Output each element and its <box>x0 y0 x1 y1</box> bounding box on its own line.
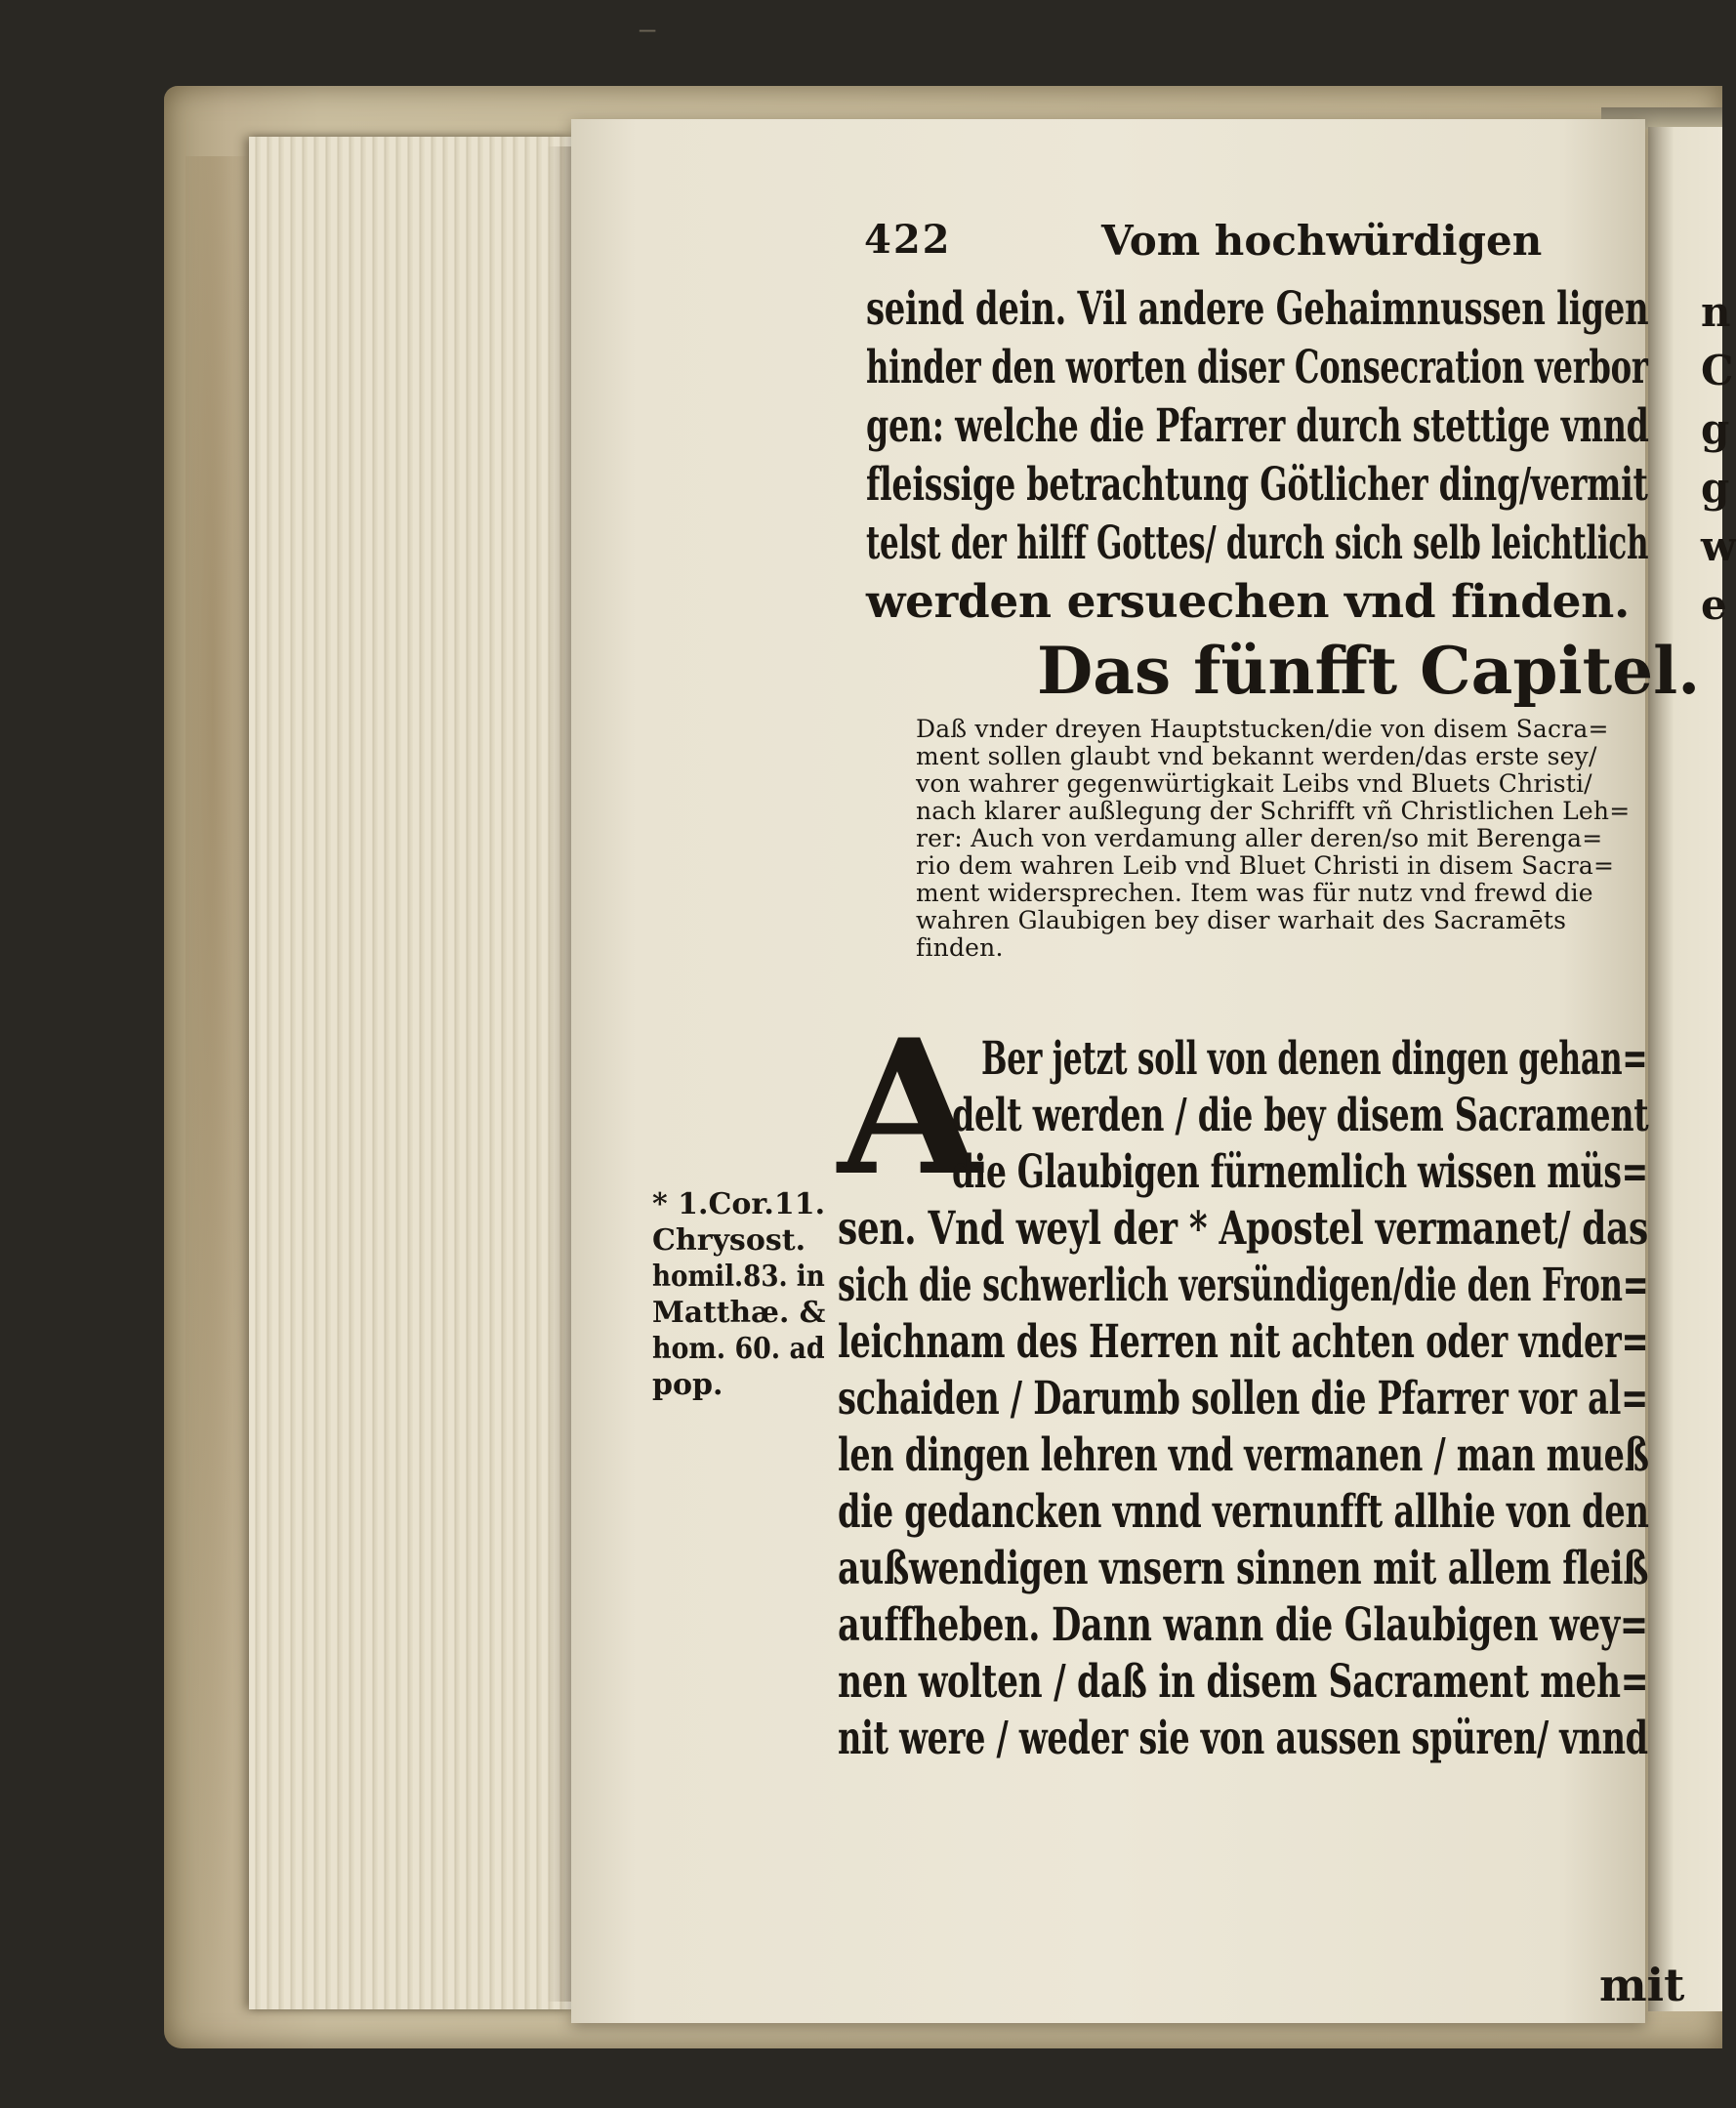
body-top-line: werden ersuechen vnd finden. <box>866 575 1630 629</box>
facing-page-fragment: g <box>1701 464 1730 512</box>
cover-stain <box>186 156 254 1992</box>
marginal-note-line: hom. 60. ad <box>652 1332 825 1366</box>
body-main-line: außwendigen vnsern sinnen mit allem fleiß <box>838 1542 1649 1595</box>
body-main-line: die gedancken vnnd vernunfft allhie von den <box>838 1485 1649 1539</box>
facing-page-fragment: n <box>1701 288 1731 336</box>
marginal-note-line: Chrysost. <box>652 1223 806 1258</box>
chapter-title: Das fünfft Capitel. <box>1037 633 1701 709</box>
body-main-line: nen wolten / daß in disem Sacrament meh= <box>838 1655 1649 1709</box>
running-head: Vom hochwürdigen <box>1101 217 1543 265</box>
chapter-summary-line: von wahrer gegenwürtigkait Leibs vnd Bluets Christi/ <box>916 769 1592 798</box>
catchword: mit <box>1599 1959 1685 2011</box>
body-main-line: leichnam des Herren nit achten oder vnder= <box>838 1315 1649 1369</box>
body-top-line: seind dein. Vil andere Gehaimnussen ligen <box>866 282 1649 336</box>
body-main-line: schaiden / Darumb sollen die Pfarrer vor al= <box>838 1372 1649 1426</box>
marginal-note-line: homil.83. in <box>652 1260 825 1294</box>
body-main-line: sen. Vnd weyl der * Apostel vermanet/ das <box>838 1202 1648 1256</box>
body-main-line: len dingen lehren vnd vermanen / man mueß <box>838 1428 1649 1482</box>
initial-letter: A <box>838 999 982 1217</box>
page-number: 422 <box>864 217 952 263</box>
body-main-line: die Glaubigen fürnemlich wissen müs= <box>952 1145 1648 1199</box>
page-stack-edges <box>249 137 571 2009</box>
chapter-summary-line: ment sollen glaubt vnd bekannt werden/das erste sey/ <box>916 742 1597 770</box>
chapter-summary-line: rio dem wahren Leib vnd Bluet Christi in disem Sacra= <box>916 851 1615 880</box>
body-top-line: hinder den worten diser Consecration verbor <box>866 341 1648 394</box>
body-main-line: nit were / weder sie von aussen spüren/ vnnd <box>838 1712 1648 1765</box>
facing-page-fragment: w <box>1701 522 1736 570</box>
marginal-note-line: * 1.Cor.11. <box>652 1187 826 1221</box>
chapter-summary-line: ment widersprechen. Item was für nutz vnd frewd die <box>916 879 1593 907</box>
chapter-summary-line: finden. <box>916 933 1004 962</box>
body-top-line: telst der hilff Gottes/ durch sich selb leichtlich <box>866 517 1649 570</box>
body-main-line: delt werden / die bey disem Sacrament <box>952 1089 1649 1142</box>
body-main-line: sich die schwerlich versündigen/die den Fron= <box>838 1259 1649 1312</box>
facing-page-fragment: g <box>1701 405 1730 453</box>
body-main-line: Ber jetzt soll von denen dingen gehan= <box>981 1032 1648 1086</box>
body-main-line: auffheben. Dann wann die Glaubigen wey= <box>838 1598 1648 1652</box>
chapter-summary-line: Daß vnder dreyen Hauptstucken/die von disem Sacra= <box>916 715 1609 743</box>
facing-page-fragment: e <box>1701 581 1727 629</box>
marginal-note-line: Matthæ. & <box>652 1296 826 1330</box>
body-top-line: fleissige betrachtung Götlicher ding/vermit <box>866 458 1648 512</box>
chapter-summary-line: rer: Auch von verdamung aller deren/so mit Berenga= <box>916 824 1603 852</box>
facing-page-fragment: C <box>1701 347 1734 394</box>
body-top-line: gen: welche die Pfarrer durch stettige vnnd <box>866 399 1649 453</box>
chapter-summary-line: wahren Glaubigen bey diser warhait des Sacramēts <box>916 906 1567 934</box>
marginal-note-line: pop. <box>652 1368 723 1402</box>
top-shadow-mark: ⁻ <box>637 14 659 62</box>
chapter-summary-line: nach klarer außlegung der Schrifft vñ Christlichen Leh= <box>916 797 1631 825</box>
